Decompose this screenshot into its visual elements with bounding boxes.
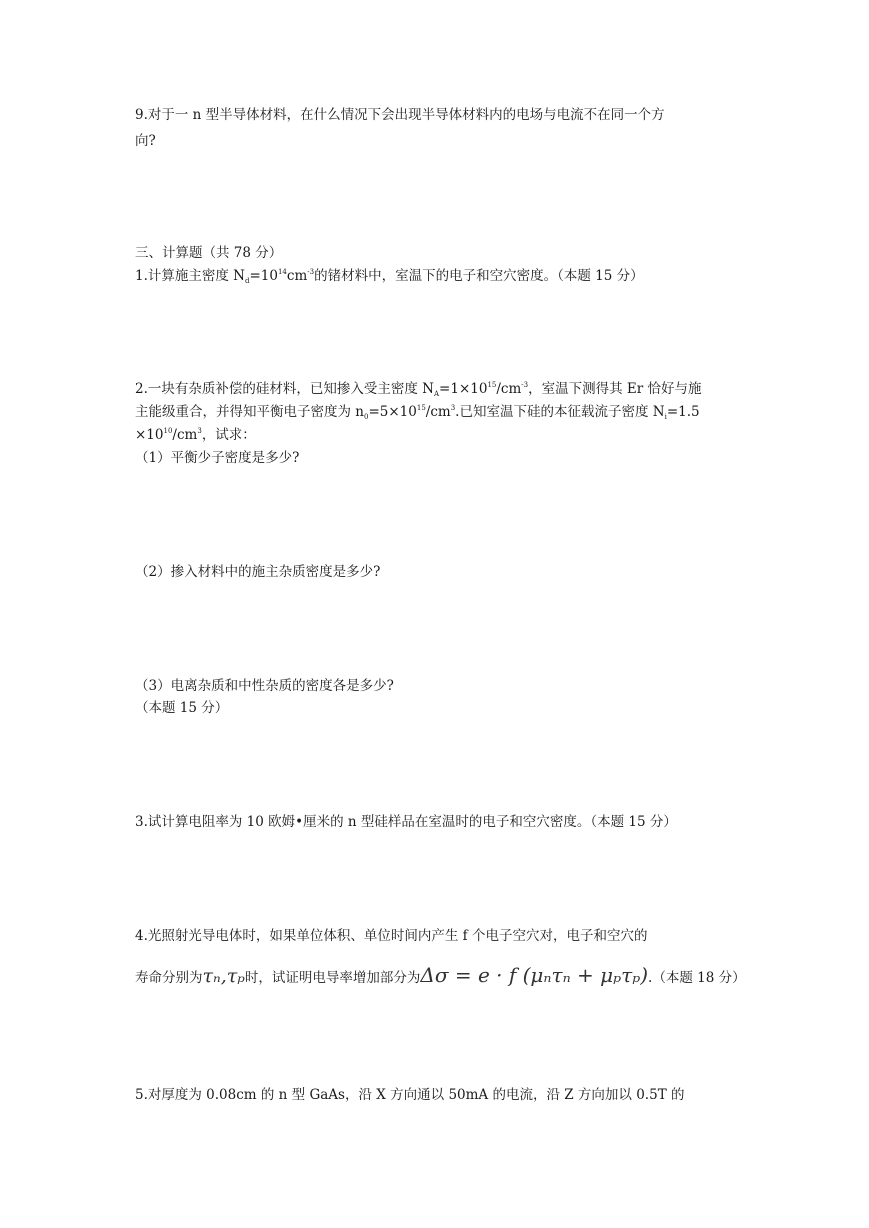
calc-question-1: 1.计算施主密度 $N_d=10^{14}cm^{-3}$的锗材料中，室温下的电子和空穴密度。（本题 15 分） [135,268,644,285]
calc2-line1: 2.一块有杂质补偿的硅材料，已知掺入受主密度 $N_A=1\times 10^{15}/cm^{-3}$，室温下测得其 Er 恰好与施 [135,381,702,398]
calc4-line1: 4.光照射光导电体时，如果单位体积、单位时间内产生 f 个电子空穴对，电子和空穴的 [135,928,648,944]
calc2-sub1: （1）平衡少子密度是多少? [135,450,300,466]
calc-question-3: 3.试计算电阻率为 10 欧姆•厘米的 n 型硅样品在室温时的电子和空穴密度。（本题 15 分） [135,814,677,830]
calc2-sub2: （2）掺入材料中的施主杂质密度是多少? [135,564,381,580]
calc-question-5: 5.对厚度为 0.08cm 的 n 型 GaAs，沿 X 方向通以 50mA 的电流，沿 Z 方向加以 0.5T 的 [135,1087,685,1103]
calc2-score: （本题 15 分） [135,700,229,716]
calc2-sub3: （3）电离杂质和中性杂质的密度各是多少? [135,678,394,694]
section-title: 三、计算题（共 78 分） [135,245,283,261]
conductivity-formula: Δσ = e · f (μₙτₙ + μₚτₚ) [420,963,649,987]
calc4-line2: 寿命分别为τₙ,τₚ时，试证明电导率增加部分为Δσ = e · f (μₙτₙ + μₚτₚ).（本题 18 分） [135,963,746,987]
calc2-line3: $\times 10^{10}/cm^3$，试求： [135,427,256,443]
q9-line1: 9.对于一 n 型半导体材料，在什么情况下会出现半导体材料内的电场与电流不在同一个方 [135,107,665,123]
calc2-line2: 主能级重合，并得知平衡电子密度为 $n_0=5\times 10^{15}/cm^3$.已知室温下硅的本征载流子密度 $N_i=1.5$ [135,404,700,421]
tau-symbols: τₙ,τₚ [202,965,245,987]
q9-line2: 向? [135,133,156,149]
